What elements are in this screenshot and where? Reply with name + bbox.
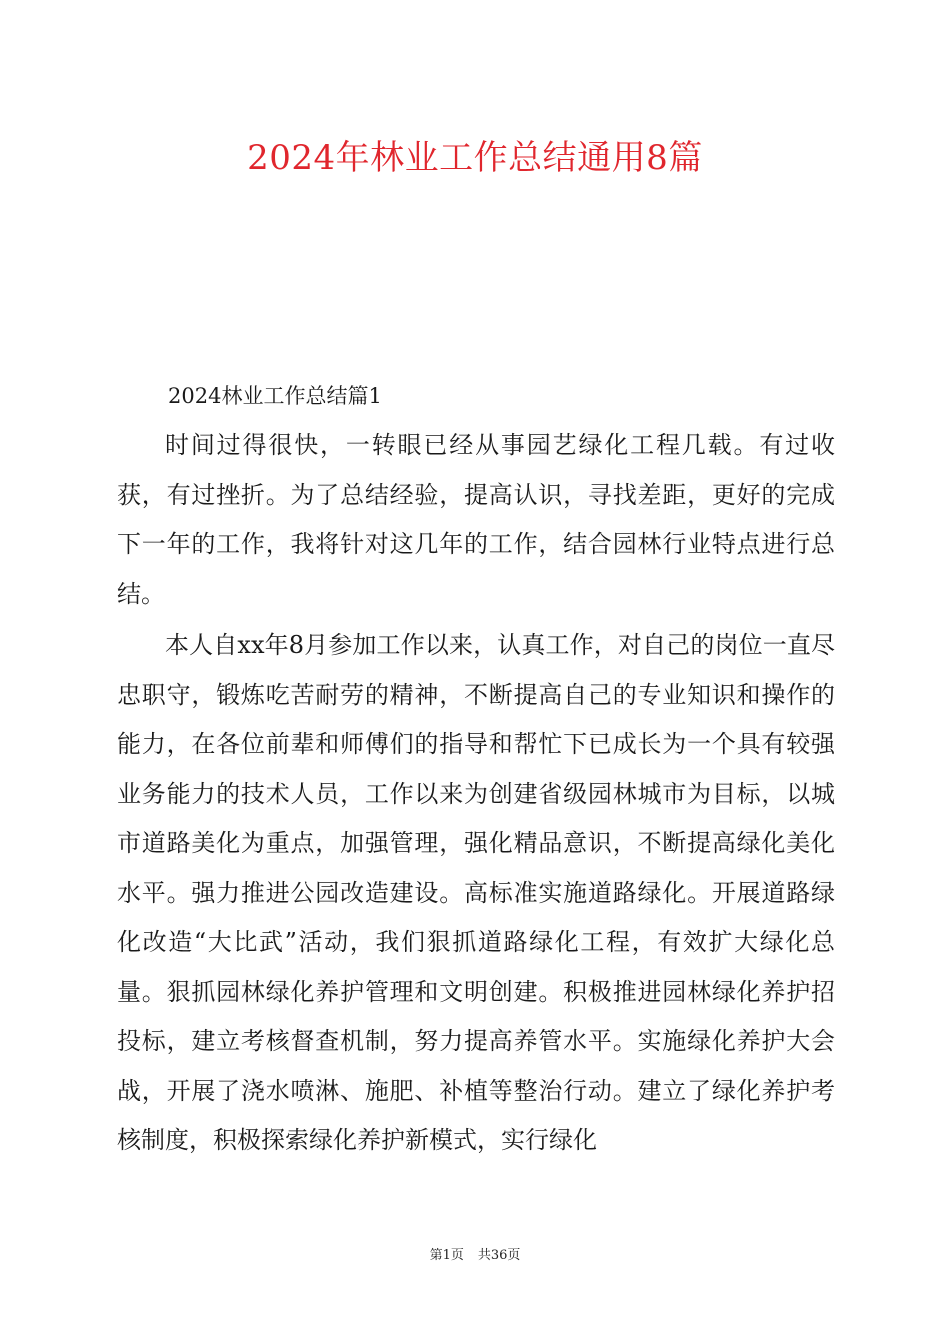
page-footer xyxy=(0,1246,950,1266)
body-paragraph: 时间过得很快，一转眼已经从事园艺绿化工程几载。有过收获，有过挫折。为了总结经验，提高认识，寻找差距，更好的完成下一年的工作，我将针对这几年的工作，结合园林行业特点进行总结。 xyxy=(117,431,835,608)
document-title: 2024年林业工作总结通用8篇 xyxy=(247,138,703,178)
body-paragraph: 本人自xx年8月参加工作以来，认真工作，对自己的岗位一直尽忠职守，锻炼吃苦耐劳的精神，不断提高自己的专业知识和操作的能力，在各位前辈和师傅们的指导和帮忙下已成长为一个具有较强业务能力的技术人员，工作以来为创建省级园林城市为目标，以城市道路美化为重点，加强管理，强化精品意识，不断提高绿化美化水平。强力推进公园改造建设。高标准实施道路绿化。开展道路绿化改造“大比武”活动，我们狠抓道路绿化工程，有效扩大绿化总量。狠抓园林绿化养护管理和文明创建。积极推进园林绿化养护招投标，建立考核督查机制，努力提高养管水平。实施绿化养护大会战，开展了浇水喷淋、施肥、补植等整治行动。建立了绿化养护考核制度，积极探索绿化养护新模式，实行绿化 xyxy=(117,631,835,1154)
page-total: 共36页 xyxy=(477,1248,521,1263)
page-number: 第1页 xyxy=(429,1248,464,1263)
section-heading: 2024林业工作总结篇1 xyxy=(168,384,382,408)
